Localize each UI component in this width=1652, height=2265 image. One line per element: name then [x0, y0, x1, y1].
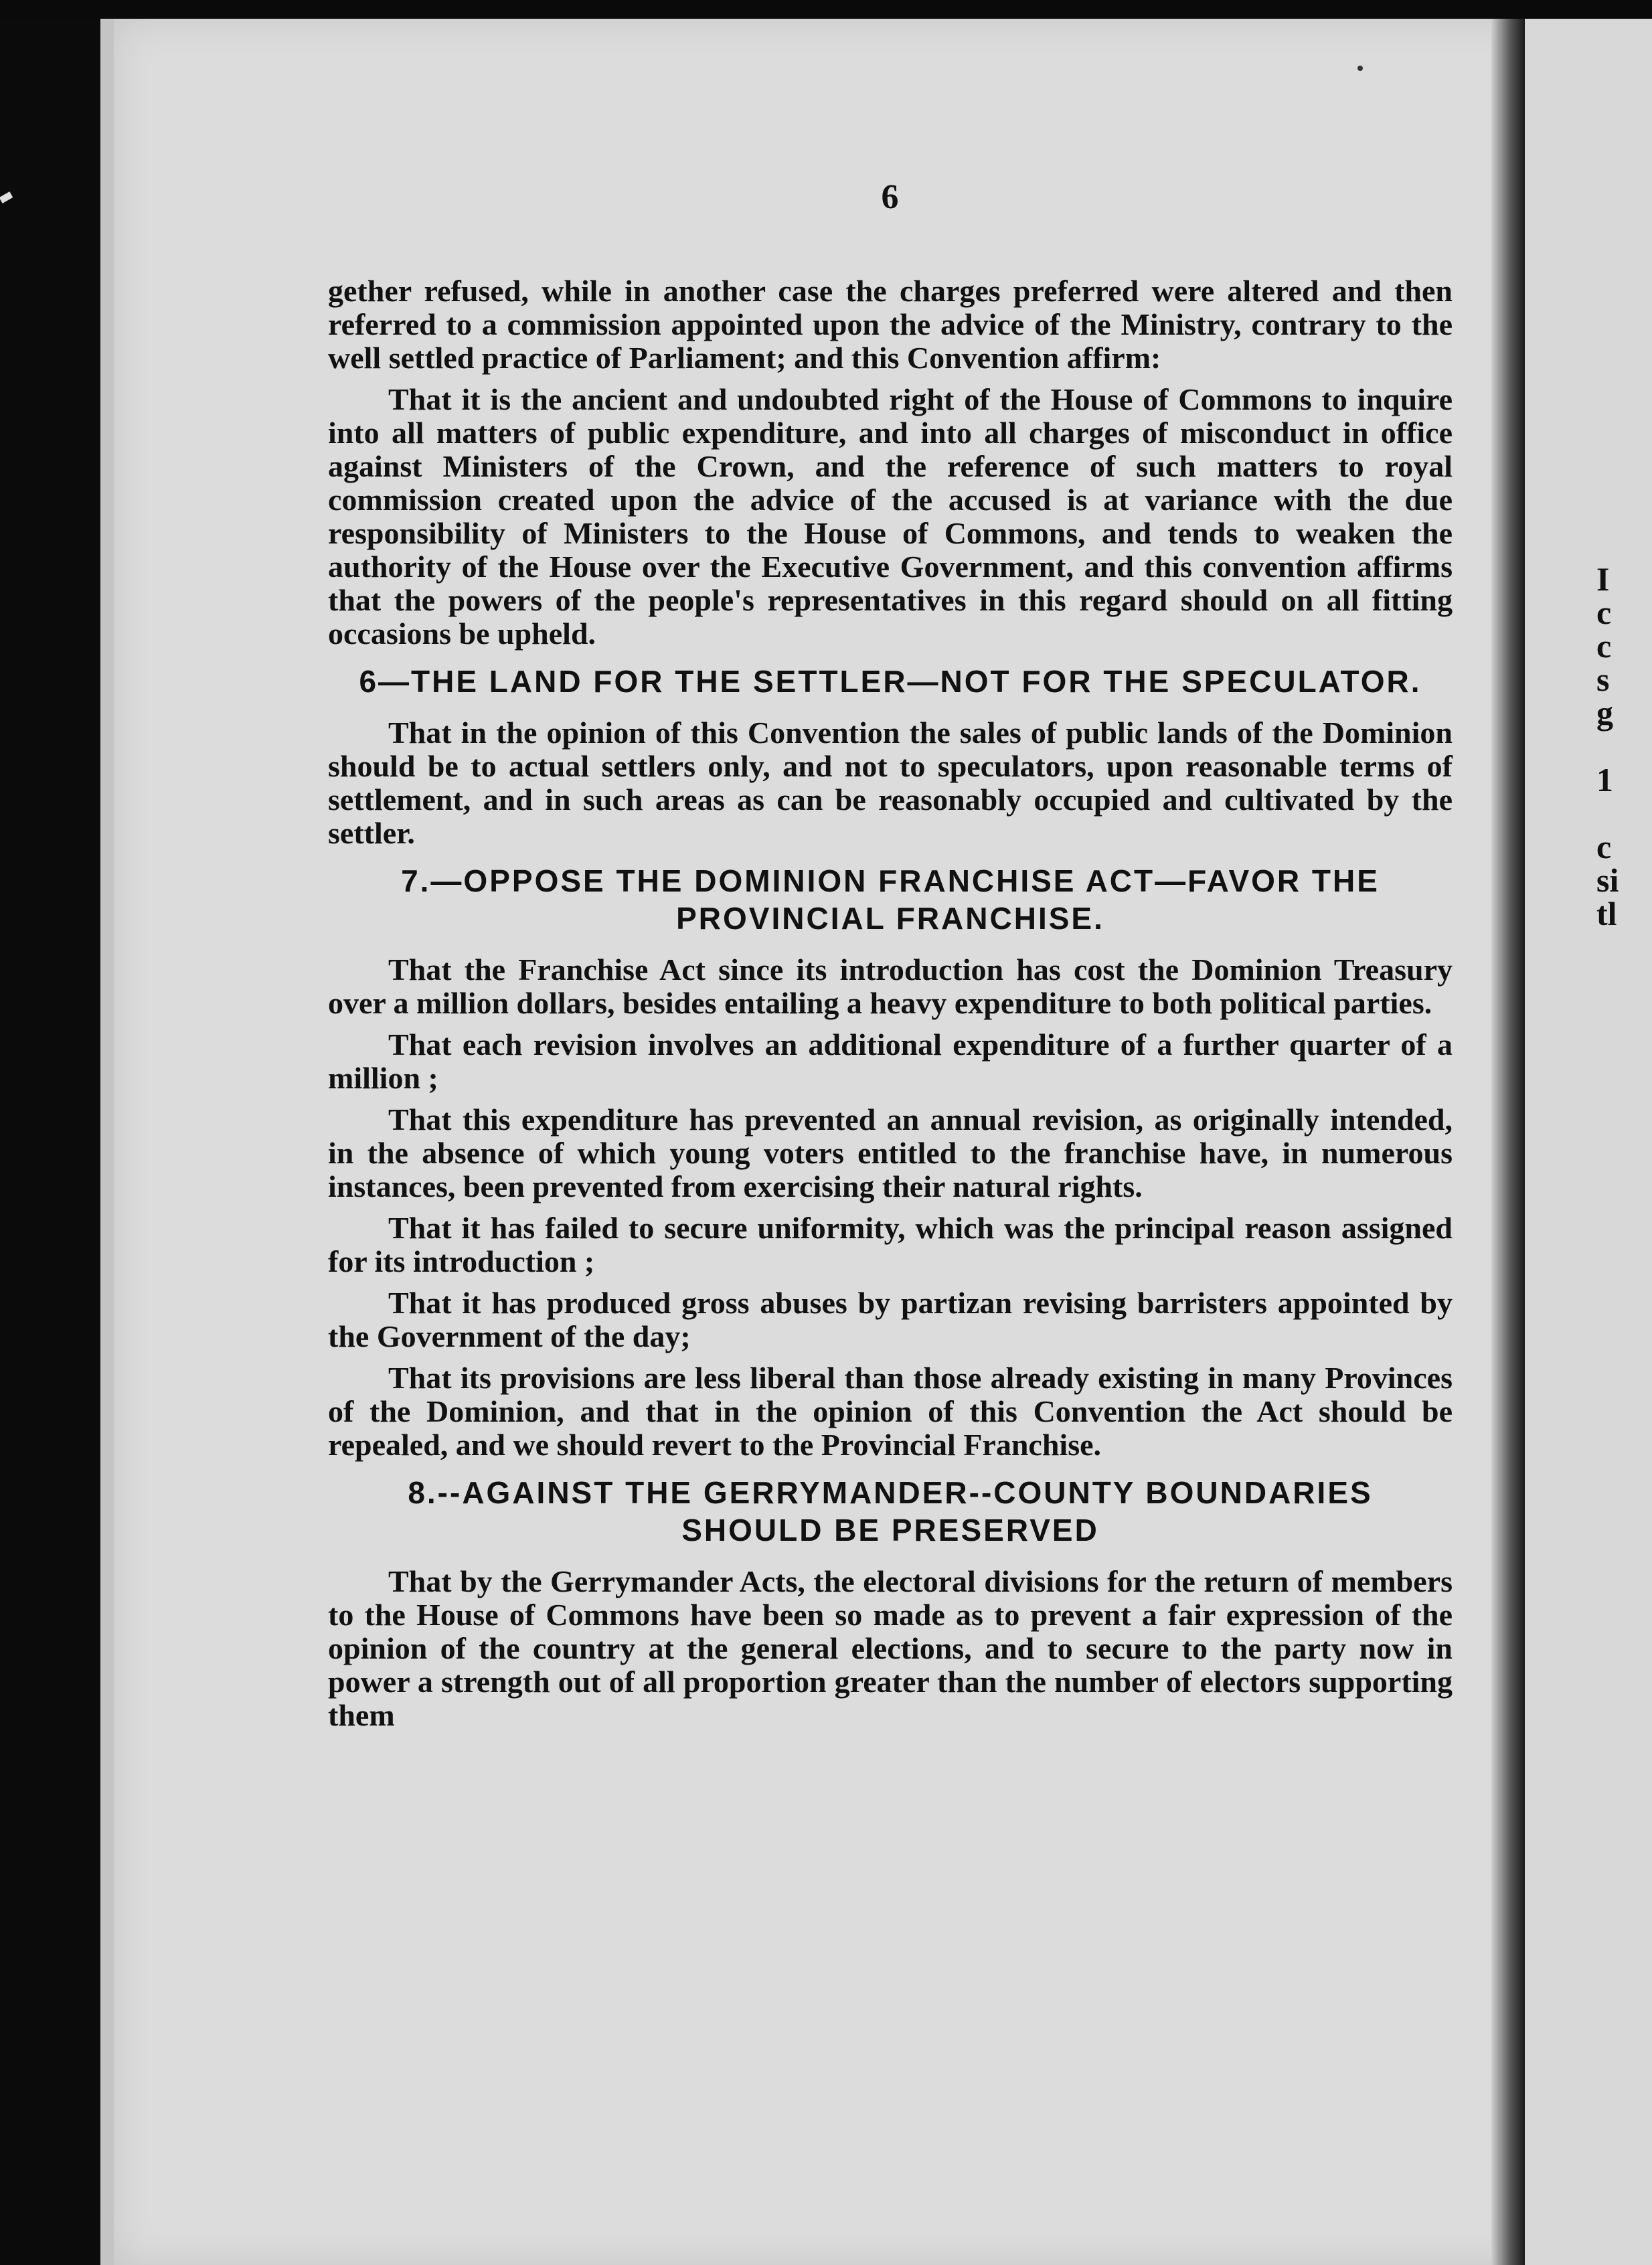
facing-glyph: s [1596, 661, 1610, 698]
paragraph: That it has produced gross abuses by partizan revising barristers appointed by the Government of the day; [328, 1286, 1453, 1353]
facing-glyph: c [1596, 594, 1612, 631]
paragraph: That in the opinion of this Convention the sales of public lands of the Dominion should be to actual settlers only, and not to speculators, upon reasonable terms of settlement, and in such areas as can be reasonably occupied and cultivated by the settler. [328, 716, 1453, 850]
page-number: 6 [881, 178, 900, 216]
facing-glyph [1596, 730, 1619, 763]
facing-glyph: tl [1596, 895, 1617, 932]
facing-glyph [1596, 796, 1619, 830]
paragraph: That the Franchise Act since its introduction has cost the Dominion Treasury over a million dollars, besides entailing a heavy expenditure to both political parties. [328, 952, 1453, 1020]
facing-glyph: 1 [1596, 761, 1613, 799]
page-text [328, 178, 1453, 1740]
facing-glyph: si [1596, 861, 1619, 899]
facing-glyph: g [1596, 694, 1613, 732]
ink-speck [1357, 66, 1363, 71]
paragraph: That its provisions are less liberal than those already existing in many Provinces of the Dominion, and that in the opinion of this Convention the Act should be repealed, and we should revert to the Provincial Franchise. [328, 1361, 1453, 1462]
paragraph: That it is the ancient and undoubted right of the House of Commons to inquire into all matters of public expenditure, and into all charges of misconduct in office against Ministers of the Crown, and the reference of such matters to royal commission created upon the advice of the accused is at variance with the due responsibility of Ministers to the House of Commons, and tends to weaken the authority of the House over the Executive Government, and this convention affirms that the powers of the people's representatives in this regard should on all fitting occasions be upheld. [328, 382, 1453, 651]
paragraph: That each revision involves an additional expenditure of a further quarter of a million ; [328, 1027, 1453, 1095]
edge-mark [0, 191, 13, 203]
facing-page-edge [1525, 19, 1652, 2265]
facing-glyph: c [1596, 828, 1612, 865]
facing-page-fragment [1596, 562, 1619, 930]
top-border [0, 0, 1652, 20]
section-heading-8: 8.--AGAINST THE GERRYMANDER--COUNTY BOUNDARIES SHOULD BE PRESERVED [408, 1475, 1373, 1547]
section-heading-7: 7.—OPPOSE THE DOMINION FRANCHISE ACT—FAVOR THE PROVINCIAL FRANCHISE. [401, 863, 1380, 936]
paragraph: That this expenditure has prevented an annual revision, as originally intended, in the absence of which young voters entitled to the franchise have, in numerous instances, been prevented from exercising their natural rights. [328, 1102, 1453, 1203]
facing-glyph: c [1596, 627, 1612, 665]
paragraph: That it has failed to secure uniformity, which was the principal reason assigned for its introduction ; [328, 1211, 1453, 1278]
section-heading-6: 6—THE LAND FOR THE SETTLER—NOT FOR THE SPECULATOR. [359, 664, 1422, 699]
book-fold-shadow [1491, 19, 1525, 2265]
paragraph: That by the Gerrymander Acts, the electoral divisions for the return of members to the House of Commons have been so made as to prevent a fair expression of the opinion of the country at the general elections, and to secure to the party now in power a strength out of all proportion greater than the number of electors supporting them [328, 1564, 1453, 1732]
facing-glyph: I [1596, 560, 1610, 598]
paragraph: gether refused, while in another case the charges preferred were altered and then referred to a commission appointed upon the advice of the Ministry, contrary to the well settled practice of Parliament; and this Convention affirm: [328, 274, 1453, 375]
